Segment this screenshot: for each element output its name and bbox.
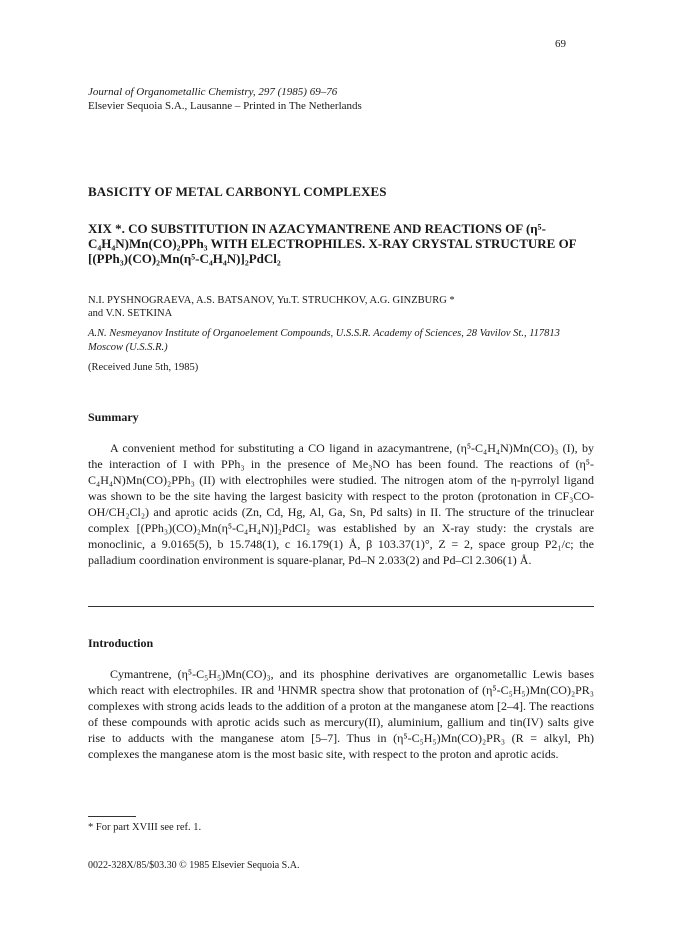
issn-copyright: 0022-328X/85/$03.30 © 1985 Elsevier Sequoia S.A. xyxy=(88,860,300,871)
summary-text: A convenient method for substituting a CO ligand in azacymantrene, (η⁵-C₄H₄N)Mn(CO)₃ (I), by the interaction of I with PPh₃ in the presence of Me₃NO has been found. The reactions of (η⁵-C₄H₄N)Mn(CO)₂PPh₃ (II) with electrophiles were studied. The nitrogen atom of the η-pyrrolyl ligand was shown to be the site having the largest basicity with respect to the proton (protonation in CF₃CO-OH/CH₂Cl₂) and aprotic acids (Zn, Cd, Hg, Al, Ga, Sn, Pd salts) in II. The structure of the trinuclear complex [(PPh₃)(CO)₂Mn(η⁵-C₄H₄N)]₂PdCl₂ was established by an X-ray study: the crystals are monoclinic, a 9.0165(5), b 15.748(1), c 16.179(1) Å, β 103.37(1)°, Z = 2, space group P2₁/c; the palladium coordination environment is square-planar, Pd–N 2.033(2) and Pd–Cl 2.306(1) Å. xyxy=(88,441,594,567)
journal-citation xyxy=(88,85,362,113)
article-title: XIX *. CO SUBSTITUTION IN AZACYMANTRENE AND REACTIONS OF (η⁵-C₄H₄N)Mn(CO)₂PPh₃ WITH ELECTROPHILES. X-RAY CRYSTAL STRUCTURE OF [(PPh₃)(CO)₂Mn(η⁵-C₄H₄N)]₂PdCl₂ xyxy=(88,221,577,266)
publisher-line: Elsevier Sequoia S.A., Lausanne – Printed in The Netherlands xyxy=(88,100,362,112)
summary-heading: Summary xyxy=(88,410,139,424)
introduction-text: Cymantrene, (η⁵-C₅H₅)Mn(CO)₃, and its phosphine derivatives are organometallic Lewis bases which react with electrophiles. IR and ¹HNMR spectra show that protonation of (η⁵-C₅H₅)Mn(CO)₂PR₃ complexes with strong acids leads to the addition of a proton at the manganese atom [2–4]. The reactions of these compounds with aprotic acids such as mercury(II), aluminium, gallium and tin(IV) salts give rise to adducts with the manganese atom [5–7]. Thus in (η⁵-C₅H₅)Mn(CO)₂PR₃ (R = alkyl, Ph) complexes the manganese atom is the most basic site, with respect to the proton and aprotic acids. xyxy=(88,667,594,761)
introduction-heading: Introduction xyxy=(88,636,154,650)
page-number: 69 xyxy=(555,38,566,50)
received-date: (Received June 5th, 1985) xyxy=(88,362,199,373)
authors-line-2: and V.N. SETKINA xyxy=(88,308,173,319)
affiliation: A.N. Nesmeyanov Institute of Organoelement Compounds, U.S.S.R. Academy of Sciences, 28 Vavilov St., 117813 Moscow (U.S.S.R.) xyxy=(88,328,560,353)
series-title: BASICITY OF METAL CARBONYL COMPLEXES xyxy=(88,184,387,199)
footnote-divider xyxy=(88,816,136,817)
journal-line: Journal of Organometallic Chemistry, 297 (1985) 69–76 xyxy=(88,86,338,98)
author-list xyxy=(88,294,455,320)
footnote: * For part XVIII see ref. 1. xyxy=(88,822,202,833)
section-divider xyxy=(88,606,594,607)
authors-line-1: N.I. PYSHNOGRAEVA, A.S. BATSANOV, Yu.T. STRUCHKOV, A.G. GINZBURG * xyxy=(88,295,455,306)
